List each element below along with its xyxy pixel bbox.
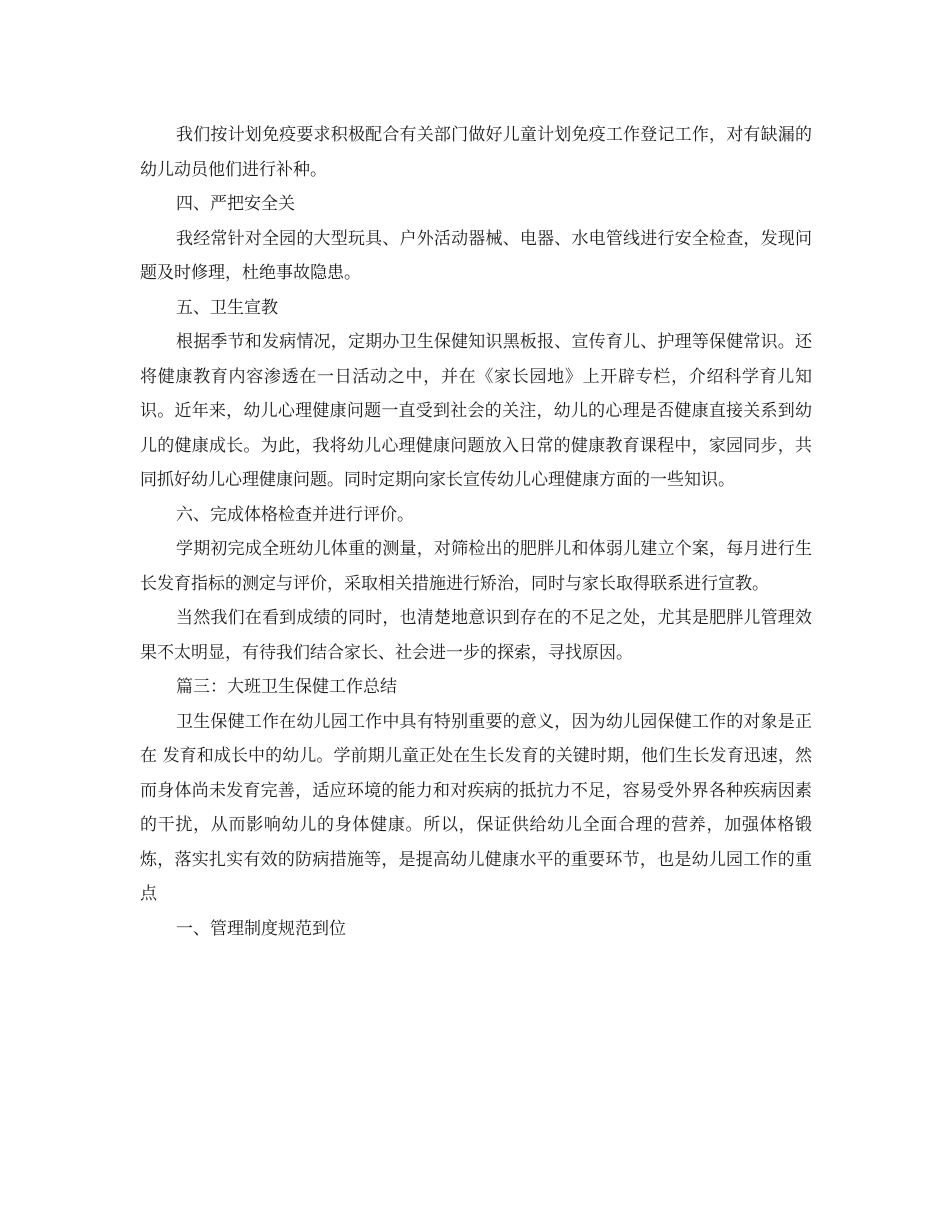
paragraph-physical-exam: 学期初完成全班幼儿体重的测量，对筛检出的肥胖儿和体弱儿建立个案，每月进行生长发育指标的测定与评价，采取相关措施进行矫治，同时与家长取得联系进行宣教。 — [140, 539, 812, 594]
paragraph-shortcomings: 当然我们在看到成绩的同时，也清楚地意识到存在的不足之处，尤其是肥胖儿管理效果不太明显，有待我们结合家长、社会进一步的探索，寻找原因。 — [140, 608, 812, 663]
section-heading-safety: 四、严把安全关 — [176, 194, 295, 214]
paragraph-immunization: 我们按计划免疫要求积极配合有关部门做好儿童计划免疫工作登记工作，对有缺漏的幼儿动员他们进行补种。 — [140, 125, 812, 180]
article-title-part-three: 篇三：大班卫生保健工作总结 — [176, 677, 397, 697]
section-heading-management: 一、管理制度规范到位 — [176, 918, 346, 939]
paragraph-safety-checks: 我经常针对全园的大型玩具、户外活动器械、电器、水电管线进行安全检查，发现问题及时修理，杜绝事故隐患。 — [140, 228, 812, 283]
section-heading-health-education: 五、卫生宣教 — [176, 297, 278, 318]
document-page — [140, 118, 812, 946]
paragraph-health-care-importance: 卫生保健工作在幼儿园工作中具有特别重要的意义，因为幼儿园保健工作的对象是正在 发育和成长中的幼儿。学前期儿童正处在生长发育的关键时期，他们生长发育迅速，然而身体尚未发育完善，适应环境的能力和对疾病的抵抗力不足，容易受外界各种疾病因素的干扰，从而影响幼儿的身体健康。所以，保证供给幼儿全面合理的营养，加强体格锻炼，落实扎实有效的防病措施等，是提高幼儿健康水平的重要环节，也是幼儿园工作的重点 — [140, 711, 812, 904]
paragraph-health-education: 根据季节和发病情况，定期办卫生保健知识黑板报、宣传育儿、护理等保健常识。还将健康教育内容渗透在一日活动之中，并在《家长园地》上开辟专栏，介绍科学育儿知识。近年来，幼儿心理健康问题一直受到社会的关注，幼儿的心理是否健康直接关系到幼儿的健康成长。为此，我将幼儿心理健康问题放入日常的健康教育课程中，家园同步，共同抓好幼儿心理健康问题。同时定期向家长宣传幼儿心理健康方面的一些知识。 — [140, 332, 812, 490]
section-heading-physical-exam: 六、完成体格检查并进行评价。 — [176, 504, 414, 525]
